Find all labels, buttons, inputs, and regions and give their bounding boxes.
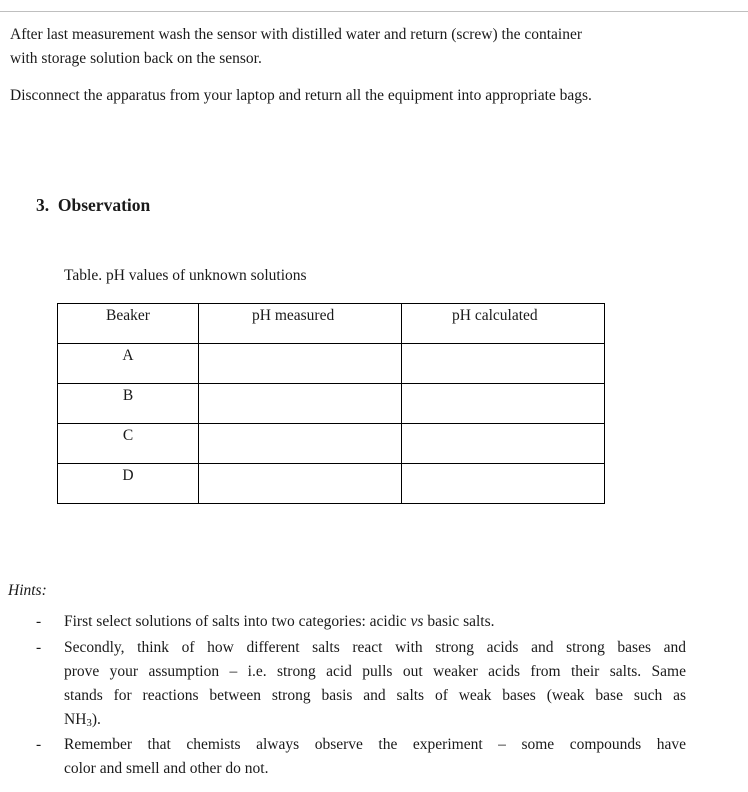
intro-paragraph-1-line-1: After last measurement wash the sensor with distilled water and return (screw) the container (10, 26, 583, 43)
table-row (58, 424, 605, 464)
ph-calculated-cell[interactable] (402, 424, 605, 464)
table-caption: Table. pH values of unknown solutions (64, 267, 307, 284)
page-top-border (0, 11, 748, 12)
hint-text-line: color and smell and other do not. (64, 760, 269, 777)
bullet-dash: - (36, 639, 42, 656)
section-heading (36, 192, 150, 218)
beaker-cell: A (58, 344, 199, 384)
section-title: Observation (57, 195, 151, 215)
header-ph-measured: pH measured (199, 304, 402, 344)
section-number: 3. (36, 195, 50, 215)
hint-text-line: Secondly, think of how different salts react with strong acids and strong bases and (64, 639, 686, 656)
beaker-cell: B (58, 384, 199, 424)
table-row (58, 384, 605, 424)
header-ph-calculated: pH calculated (402, 304, 605, 344)
bullet-dash: - (36, 736, 42, 753)
ph-measured-cell[interactable] (199, 464, 402, 504)
ph-measured-cell[interactable] (199, 344, 402, 384)
intro-paragraph-2: Disconnect the apparatus from your laptop and return all the equipment into appropriate bags. (10, 87, 592, 104)
hint-text-line: Remember that chemists always observe the experiment – some compounds have (64, 736, 686, 753)
table-row (58, 464, 605, 504)
ph-calculated-cell[interactable] (402, 344, 605, 384)
table-row (58, 344, 605, 384)
ph-measured-cell[interactable] (199, 384, 402, 424)
intro-paragraph-1-line-2: with storage solution back on the sensor. (10, 50, 262, 67)
hint-text: First select solutions of salts into two categories: acidic vs basic salts. (64, 613, 495, 630)
beaker-cell: C (58, 424, 199, 464)
ph-calculated-cell[interactable] (402, 464, 605, 504)
beaker-cell: D (58, 464, 199, 504)
ph-calculated-cell[interactable] (402, 384, 605, 424)
ph-values-table (57, 303, 605, 504)
ph-measured-cell[interactable] (199, 424, 402, 464)
table-header-row (58, 304, 605, 344)
hint-text-line: stands for reactions between strong basis and salts of weak bases (weak base such as (64, 687, 686, 704)
hints-label: Hints: (8, 582, 47, 599)
bullet-dash: - (36, 613, 42, 630)
hint-text-line: prove your assumption – i.e. strong acid pulls out weaker acids from their salts. Same (64, 663, 686, 680)
hint-text-line: $NH_3$). (64, 711, 101, 729)
header-beaker: Beaker (58, 304, 199, 344)
